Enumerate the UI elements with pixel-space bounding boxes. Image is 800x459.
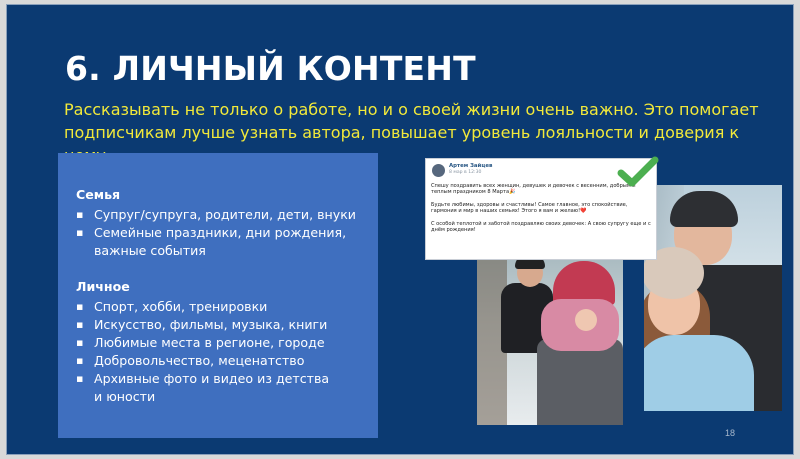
- family-list: [76, 206, 366, 260]
- post-author: Артем Зайцев: [449, 163, 493, 169]
- list-item: ▪ Архивные фото и видео из детства и юности: [76, 370, 336, 406]
- post-paragraph: Спешу поздравить всех женщин, девушек и девочек с весенним, добрым и теплым праздником 8 Марта🎉: [431, 183, 636, 196]
- checkmark-icon: [617, 155, 659, 189]
- photo-stroller: [537, 339, 623, 425]
- list-item: ▪ Супруг/супруга, родители, дети, внуки: [76, 206, 366, 224]
- family-section: [76, 187, 366, 260]
- family-title: Семья: [76, 187, 121, 202]
- photo-woman-coat: [644, 335, 754, 411]
- slide: [6, 4, 794, 455]
- list-item: ▪ Спорт, хобби, тренировки: [76, 298, 336, 316]
- list-item: ▪ Любимые места в регионе, городе: [76, 334, 336, 352]
- personal-title: Личное: [76, 279, 130, 294]
- post-text: [431, 183, 653, 239]
- personal-list: [76, 298, 336, 406]
- photo-baby-face: [575, 309, 597, 331]
- list-item: ▪ Семейные праздники, дни рождения, важные события: [76, 224, 366, 260]
- page-number: 18: [724, 428, 735, 438]
- post-paragraph: Будьте любимы, здоровы и счастливы! Самое главное, это спокойствие, гармония и мир в наших семьях! Этого я вам и желаю!❤️: [431, 201, 628, 215]
- personal-section: [76, 279, 336, 406]
- photo-man-hat: [670, 191, 738, 227]
- post-paragraph: С особой теплотой и заботой поздравляю своих девочек: А свою супругу еще и с днём рождения!: [431, 220, 651, 234]
- content-box: [58, 153, 378, 438]
- list-item: ▪ Добровольчество, меценатство: [76, 352, 336, 370]
- slide-subtitle: Рассказывать не только о работе, но и о своей жизни очень важно. Это помогает подписчикам лучше узнать автора, повышает уровень лояльности и доверия к: [64, 100, 759, 142]
- slide-title: 6. ЛИЧНЫЙ КОНТЕНТ: [65, 49, 476, 88]
- post-date: 8 мар в 12:30: [449, 170, 482, 175]
- stroller-photo: [477, 253, 623, 425]
- list-item: ▪ Искусство, фильмы, музыка, книги: [76, 316, 336, 334]
- avatar: [432, 164, 445, 177]
- couple-photo: [644, 185, 782, 411]
